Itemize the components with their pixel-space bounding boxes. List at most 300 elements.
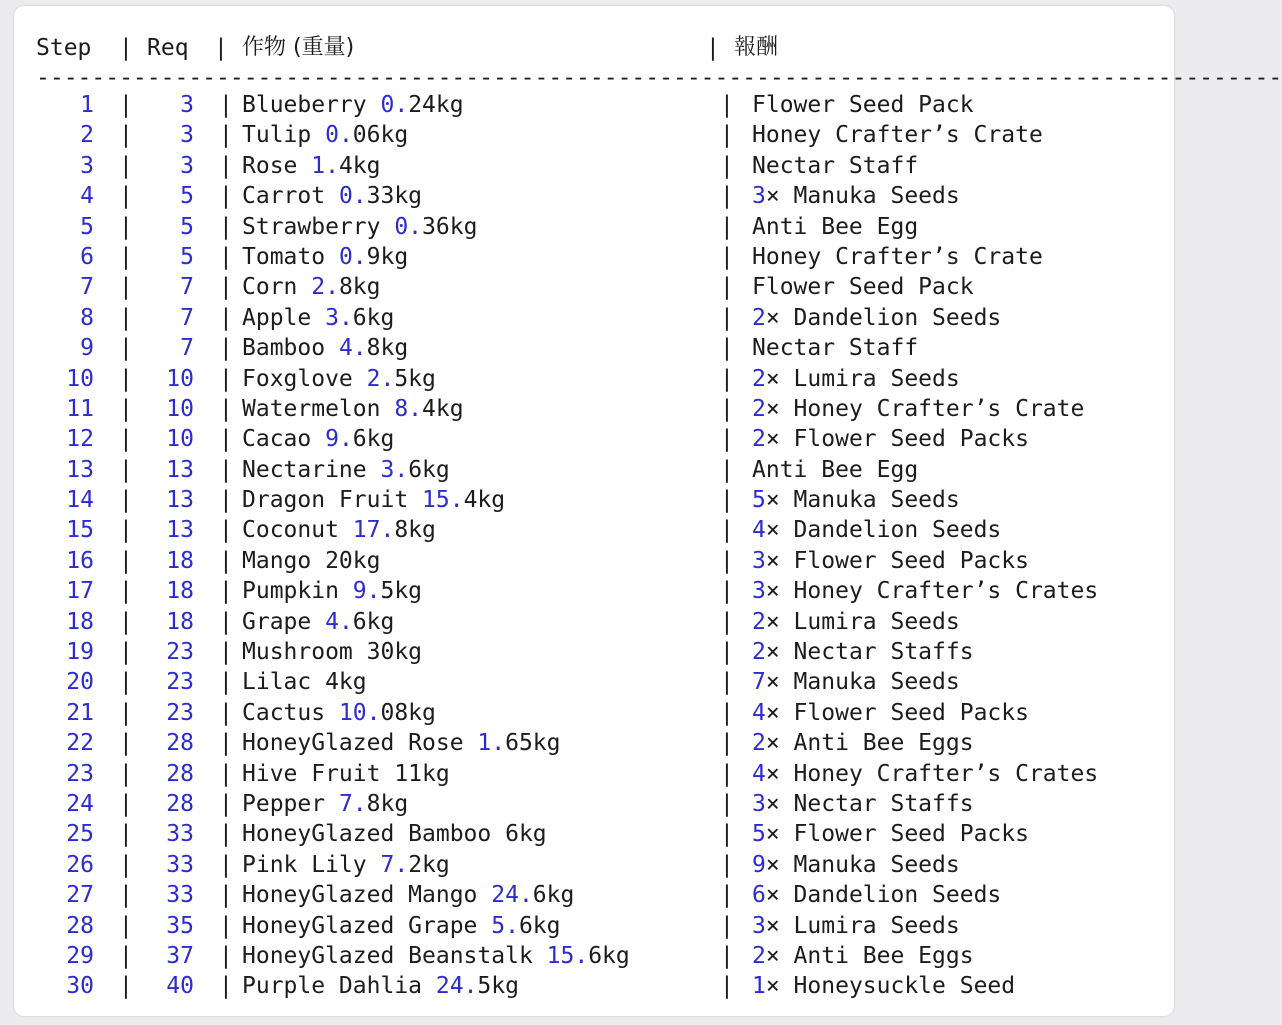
reward-cell — [752, 607, 960, 637]
required-count: 40 — [166, 973, 194, 1000]
step-number: 6 — [80, 243, 94, 270]
crop-cell — [242, 485, 505, 515]
table-row — [14, 485, 1174, 515]
crop-cell — [242, 546, 380, 576]
weight-rest: 65kg — [505, 730, 561, 757]
column-separator: | — [720, 122, 734, 149]
table-row — [14, 941, 1174, 971]
table-row — [14, 728, 1174, 758]
step-number: 17 — [66, 578, 94, 605]
weight-rest: 6kg — [532, 882, 575, 909]
column-separator: | — [119, 243, 133, 270]
reward-quantity: 1 — [752, 973, 766, 1000]
reward-item: Nectar Staff — [752, 335, 919, 362]
column-separator: | — [219, 578, 233, 605]
crop-name: Blueberry — [242, 92, 381, 118]
reward-quantity: 2 — [752, 942, 766, 969]
reward-cell — [752, 911, 960, 941]
weight-number: 2. — [311, 274, 339, 301]
column-separator: | — [219, 699, 233, 726]
reward-item: Nectar Staff — [752, 152, 919, 179]
column-separator: | — [119, 699, 133, 726]
weight-number: 3. — [325, 304, 353, 331]
step-number: 22 — [66, 730, 94, 757]
weight-rest: 4kg — [338, 152, 381, 179]
table-row — [14, 455, 1174, 485]
reward-quantity: 2 — [752, 730, 766, 757]
required-count: 3 — [180, 92, 194, 118]
reward-item: × Manuka Seeds — [765, 851, 960, 878]
weight-rest: 6kg — [352, 426, 395, 453]
column-separator: | — [720, 973, 734, 1000]
column-separator: | — [119, 304, 133, 331]
reward-item: × Dandelion Seeds — [765, 304, 1002, 331]
crop-name: Grape — [242, 608, 326, 635]
crop-cell — [242, 789, 408, 819]
column-separator: | — [720, 304, 734, 331]
weight-number: 1. — [311, 152, 339, 179]
reward-item: × Honey Crafter’s Crates — [765, 760, 1099, 787]
weight-rest: 8kg — [366, 335, 409, 362]
crop-cell — [242, 212, 477, 242]
header-crop: 作物 (重量) — [242, 35, 355, 60]
reward-cell — [752, 424, 1029, 454]
column-separator: | — [119, 547, 133, 574]
column-separator: | — [219, 547, 233, 574]
weight-rest: 33kg — [366, 183, 423, 210]
column-separator: | — [119, 92, 133, 118]
table-row — [14, 242, 1174, 272]
table-row — [14, 90, 1174, 120]
weight-number: 4. — [338, 335, 367, 362]
step-number: 12 — [66, 426, 94, 453]
header-step: Step — [36, 35, 92, 61]
reward-quantity: 7 — [752, 669, 766, 696]
reward-quantity: 5 — [752, 821, 766, 848]
header-rule: ------------------------------------------------------------------------------------------ — [36, 65, 1282, 91]
column-separator: | — [119, 760, 133, 787]
reward-cell — [752, 333, 918, 363]
column-separator: | — [720, 426, 734, 453]
reward-item: Anti Bee Egg — [752, 456, 919, 483]
column-separator: | — [219, 335, 233, 362]
column-separator: | — [720, 578, 734, 605]
reward-quantity: 2 — [752, 426, 766, 453]
column-separator: | — [720, 760, 734, 787]
column-separator: | — [219, 790, 233, 817]
reward-quantity: 9 — [752, 851, 766, 878]
step-number: 3 — [80, 152, 94, 179]
column-separator: | — [119, 335, 133, 362]
reward-quantity: 3 — [752, 183, 766, 210]
column-separator: | — [119, 973, 133, 1000]
column-separator: | — [720, 152, 734, 179]
crop-name: Cacao — [242, 426, 326, 453]
table-row — [14, 880, 1174, 910]
required-count: 10 — [166, 395, 194, 422]
column-separator: | — [720, 942, 734, 969]
crop-name: Tomato — [242, 243, 339, 270]
required-count: 33 — [166, 851, 194, 878]
step-number: 8 — [80, 304, 94, 331]
column-separator: | — [219, 851, 233, 878]
reward-cell — [752, 272, 974, 302]
column-separator: | — [219, 243, 233, 270]
crop-name: HoneyGlazed Bamboo 6kg — [242, 821, 547, 848]
column-separator: | — [219, 365, 233, 392]
column-separator: | — [119, 487, 133, 514]
reward-cell — [752, 850, 960, 880]
column-separator: | — [119, 578, 133, 605]
reward-item: × Honey Crafter’s Crates — [765, 578, 1099, 605]
crop-name: Apple — [242, 304, 326, 331]
required-count: 5 — [180, 213, 194, 240]
column-separator: | — [720, 851, 734, 878]
step-number: 21 — [66, 699, 94, 726]
table-row — [14, 667, 1174, 697]
crop-name: Lilac 4kg — [242, 669, 367, 696]
required-count: 7 — [180, 304, 194, 331]
required-count: 23 — [166, 699, 194, 726]
table-row — [14, 637, 1174, 667]
required-count: 23 — [166, 669, 194, 696]
header-separator: | — [706, 35, 720, 61]
reward-quantity: 3 — [752, 578, 766, 605]
column-separator: | — [119, 730, 133, 757]
crop-name: Carrot — [242, 183, 339, 210]
reward-cell — [752, 455, 918, 485]
column-separator: | — [219, 122, 233, 149]
crop-name: HoneyGlazed Rose — [242, 730, 478, 757]
crop-cell — [242, 941, 630, 971]
required-count: 35 — [166, 912, 194, 939]
weight-number: 9. — [325, 426, 353, 453]
required-count: 33 — [166, 882, 194, 909]
reward-item: Honey Crafter’s Crate — [752, 122, 1043, 149]
table-body — [14, 90, 1174, 1002]
reward-quantity: 4 — [752, 699, 766, 726]
crop-cell — [242, 728, 561, 758]
weight-number: 17. — [352, 517, 395, 544]
table-row — [14, 698, 1174, 728]
crop-name: Cactus — [242, 699, 339, 726]
step-number: 28 — [66, 912, 94, 939]
column-separator: | — [720, 395, 734, 422]
weight-rest: 36kg — [422, 213, 478, 240]
crop-cell — [242, 455, 450, 485]
step-number: 15 — [66, 517, 94, 544]
crop-cell — [242, 242, 408, 272]
table-row — [14, 272, 1174, 302]
reward-cell — [752, 394, 1084, 424]
crop-name: Mushroom 30kg — [242, 639, 423, 666]
reward-quantity: 2 — [752, 395, 766, 422]
required-count: 10 — [166, 365, 194, 392]
reward-quantity: 3 — [752, 790, 766, 817]
reward-quantity: 2 — [752, 608, 766, 635]
column-separator: | — [219, 426, 233, 453]
required-count: 18 — [166, 547, 194, 574]
reward-quantity: 3 — [752, 912, 766, 939]
column-separator: | — [720, 243, 734, 270]
reward-cell — [752, 941, 974, 971]
crop-cell — [242, 819, 547, 849]
column-separator: | — [119, 851, 133, 878]
header-reward: 報酬 — [734, 35, 779, 60]
table-row — [14, 120, 1174, 150]
step-number: 19 — [66, 639, 94, 666]
column-separator: | — [720, 365, 734, 392]
weight-number: 7. — [380, 851, 409, 878]
required-count: 5 — [180, 243, 194, 270]
crop-cell — [242, 515, 436, 545]
weight-number: 8. — [394, 395, 423, 422]
crop-name: Pink Lily — [242, 851, 381, 878]
column-separator: | — [720, 456, 734, 483]
reward-cell — [752, 667, 960, 697]
crop-name: Pepper — [242, 790, 339, 817]
crop-cell — [242, 364, 436, 394]
step-number: 9 — [80, 335, 94, 362]
crop-cell — [242, 607, 394, 637]
column-separator: | — [720, 335, 734, 362]
crop-name: Tulip — [242, 122, 326, 149]
weight-number: 7. — [338, 790, 367, 817]
reward-item: × Flower Seed Packs — [765, 699, 1029, 726]
crop-name: HoneyGlazed Beanstalk — [242, 942, 547, 969]
reward-cell — [752, 151, 918, 181]
column-separator: | — [119, 942, 133, 969]
step-number: 29 — [66, 942, 94, 969]
required-count: 3 — [180, 152, 194, 179]
column-separator: | — [720, 669, 734, 696]
reward-item: × Dandelion Seeds — [765, 517, 1002, 544]
crop-name: Hive Fruit 11kg — [242, 760, 450, 787]
crop-cell — [242, 120, 408, 150]
column-separator: | — [219, 730, 233, 757]
header-separator: | — [119, 35, 133, 61]
table-row — [14, 151, 1174, 181]
weight-number: 15. — [422, 487, 464, 514]
column-separator: | — [720, 547, 734, 574]
reward-item: × Flower Seed Packs — [765, 547, 1029, 574]
reward-cell — [752, 181, 960, 211]
reward-cell — [752, 637, 974, 667]
column-separator: | — [119, 790, 133, 817]
table-header — [14, 30, 1174, 66]
table-row — [14, 424, 1174, 454]
reward-quantity: 2 — [752, 639, 766, 666]
reward-cell — [752, 880, 1001, 910]
column-separator: | — [119, 122, 133, 149]
crop-name: HoneyGlazed Mango — [242, 882, 492, 909]
table-row — [14, 364, 1174, 394]
column-separator: | — [219, 183, 233, 210]
column-separator: | — [720, 821, 734, 848]
table-row — [14, 789, 1174, 819]
table-row — [14, 394, 1174, 424]
column-separator: | — [720, 699, 734, 726]
required-count: 23 — [166, 639, 194, 666]
step-number: 1 — [80, 92, 94, 118]
reward-cell — [752, 971, 1015, 1001]
crop-name: Foxglove — [242, 365, 367, 392]
required-count: 28 — [166, 790, 194, 817]
reward-item: × Flower Seed Packs — [765, 821, 1029, 848]
reward-item: Flower Seed Pack — [752, 92, 974, 118]
reward-item: Anti Bee Egg — [752, 213, 919, 240]
crop-name: Bamboo — [242, 335, 339, 362]
weight-rest: 8kg — [366, 790, 409, 817]
weight-rest: 6kg — [352, 304, 395, 331]
crop-cell — [242, 971, 519, 1001]
crop-name: Dragon Fruit — [242, 487, 423, 514]
column-separator: | — [119, 821, 133, 848]
required-count: 28 — [166, 760, 194, 787]
reward-item: × Honeysuckle Seed — [765, 973, 1016, 1000]
reward-quantity: 3 — [752, 547, 766, 574]
reward-item: × Anti Bee Eggs — [765, 942, 974, 969]
step-number: 25 — [66, 821, 94, 848]
table-row — [14, 181, 1174, 211]
weight-rest: 8kg — [394, 517, 436, 544]
reward-cell — [752, 546, 1029, 576]
column-separator: | — [219, 152, 233, 179]
column-separator: | — [219, 639, 233, 666]
table-row — [14, 911, 1174, 941]
required-count: 7 — [180, 335, 194, 362]
weight-number: 15. — [546, 942, 589, 969]
crop-cell — [242, 424, 394, 454]
weight-number: 9. — [352, 578, 381, 605]
crop-name: Pumpkin — [242, 578, 353, 605]
column-separator: | — [720, 790, 734, 817]
crop-name: Corn — [242, 274, 312, 301]
column-separator: | — [119, 274, 133, 301]
weight-rest: 24kg — [408, 92, 464, 118]
crop-name: Strawberry — [242, 213, 395, 240]
crop-cell — [242, 576, 422, 606]
crop-cell — [242, 911, 561, 941]
weight-rest: 6kg — [352, 608, 395, 635]
required-count: 13 — [166, 517, 194, 544]
column-separator: | — [720, 274, 734, 301]
column-separator: | — [119, 365, 133, 392]
table-row — [14, 515, 1174, 545]
reward-quantity: 6 — [752, 882, 766, 909]
crop-cell — [242, 850, 450, 880]
header-req: Req — [147, 35, 189, 61]
weight-number: 24. — [435, 973, 478, 1000]
table-row — [14, 819, 1174, 849]
reward-cell — [752, 728, 974, 758]
column-separator: | — [720, 608, 734, 635]
column-separator: | — [119, 912, 133, 939]
column-separator: | — [219, 213, 233, 240]
code-block — [14, 6, 1282, 1016]
crop-name: Coconut — [242, 517, 353, 544]
step-number: 24 — [66, 790, 94, 817]
required-count: 33 — [166, 821, 194, 848]
step-number: 13 — [66, 456, 94, 483]
column-separator: | — [219, 395, 233, 422]
column-separator: | — [720, 882, 734, 909]
reward-cell — [752, 759, 1098, 789]
required-count: 7 — [180, 274, 194, 301]
column-separator: | — [720, 487, 734, 514]
step-number: 2 — [80, 122, 94, 149]
crop-cell — [242, 181, 422, 211]
reward-cell — [752, 485, 960, 515]
column-separator: | — [119, 152, 133, 179]
reward-quantity: 4 — [752, 760, 766, 787]
column-separator: | — [720, 517, 734, 544]
weight-rest: 08kg — [380, 699, 436, 726]
weight-rest: 5kg — [477, 973, 519, 1000]
column-separator: | — [219, 304, 233, 331]
weight-number: 0. — [338, 243, 367, 270]
weight-rest: 6kg — [518, 912, 561, 939]
step-number: 16 — [66, 547, 94, 574]
column-separator: | — [119, 517, 133, 544]
crop-cell — [242, 698, 436, 728]
crop-name: HoneyGlazed Grape — [242, 912, 492, 939]
reward-item: × Honey Crafter’s Crate — [765, 395, 1085, 422]
column-separator: | — [219, 821, 233, 848]
column-separator: | — [219, 517, 233, 544]
weight-rest: 9kg — [366, 243, 409, 270]
step-number: 5 — [80, 213, 94, 240]
crop-cell — [242, 90, 464, 120]
column-separator: | — [219, 274, 233, 301]
column-separator: | — [119, 213, 133, 240]
column-separator: | — [219, 669, 233, 696]
reward-cell — [752, 90, 974, 120]
weight-number: 3. — [380, 456, 409, 483]
step-number: 30 — [66, 973, 94, 1000]
weight-number: 0. — [394, 213, 423, 240]
crop-cell — [242, 394, 464, 424]
reward-item: × Lumira Seeds — [765, 365, 960, 392]
reward-item: × Lumira Seeds — [765, 608, 960, 635]
required-count: 13 — [166, 487, 194, 514]
weight-number: 0. — [325, 122, 353, 149]
crop-cell — [242, 637, 422, 667]
column-separator: | — [720, 730, 734, 757]
reward-cell — [752, 698, 1029, 728]
weight-number: 4. — [325, 608, 353, 635]
reward-cell — [752, 303, 1001, 333]
table-row — [14, 850, 1174, 880]
reward-cell — [752, 576, 1098, 606]
weight-number: 5. — [491, 912, 519, 939]
crop-name: Mango 20kg — [242, 547, 381, 574]
weight-rest: 6kg — [408, 456, 450, 483]
required-count: 37 — [166, 942, 194, 969]
table-row — [14, 576, 1174, 606]
reward-cell — [752, 789, 974, 819]
required-count: 13 — [166, 456, 194, 483]
weight-rest: 6kg — [588, 942, 630, 969]
step-number: 14 — [66, 487, 94, 514]
required-count: 28 — [166, 730, 194, 757]
required-count: 10 — [166, 426, 194, 453]
weight-rest: 5kg — [394, 365, 436, 392]
reward-cell — [752, 212, 918, 242]
column-separator: | — [219, 760, 233, 787]
crop-name: Rose — [242, 152, 312, 179]
column-separator: | — [119, 426, 133, 453]
